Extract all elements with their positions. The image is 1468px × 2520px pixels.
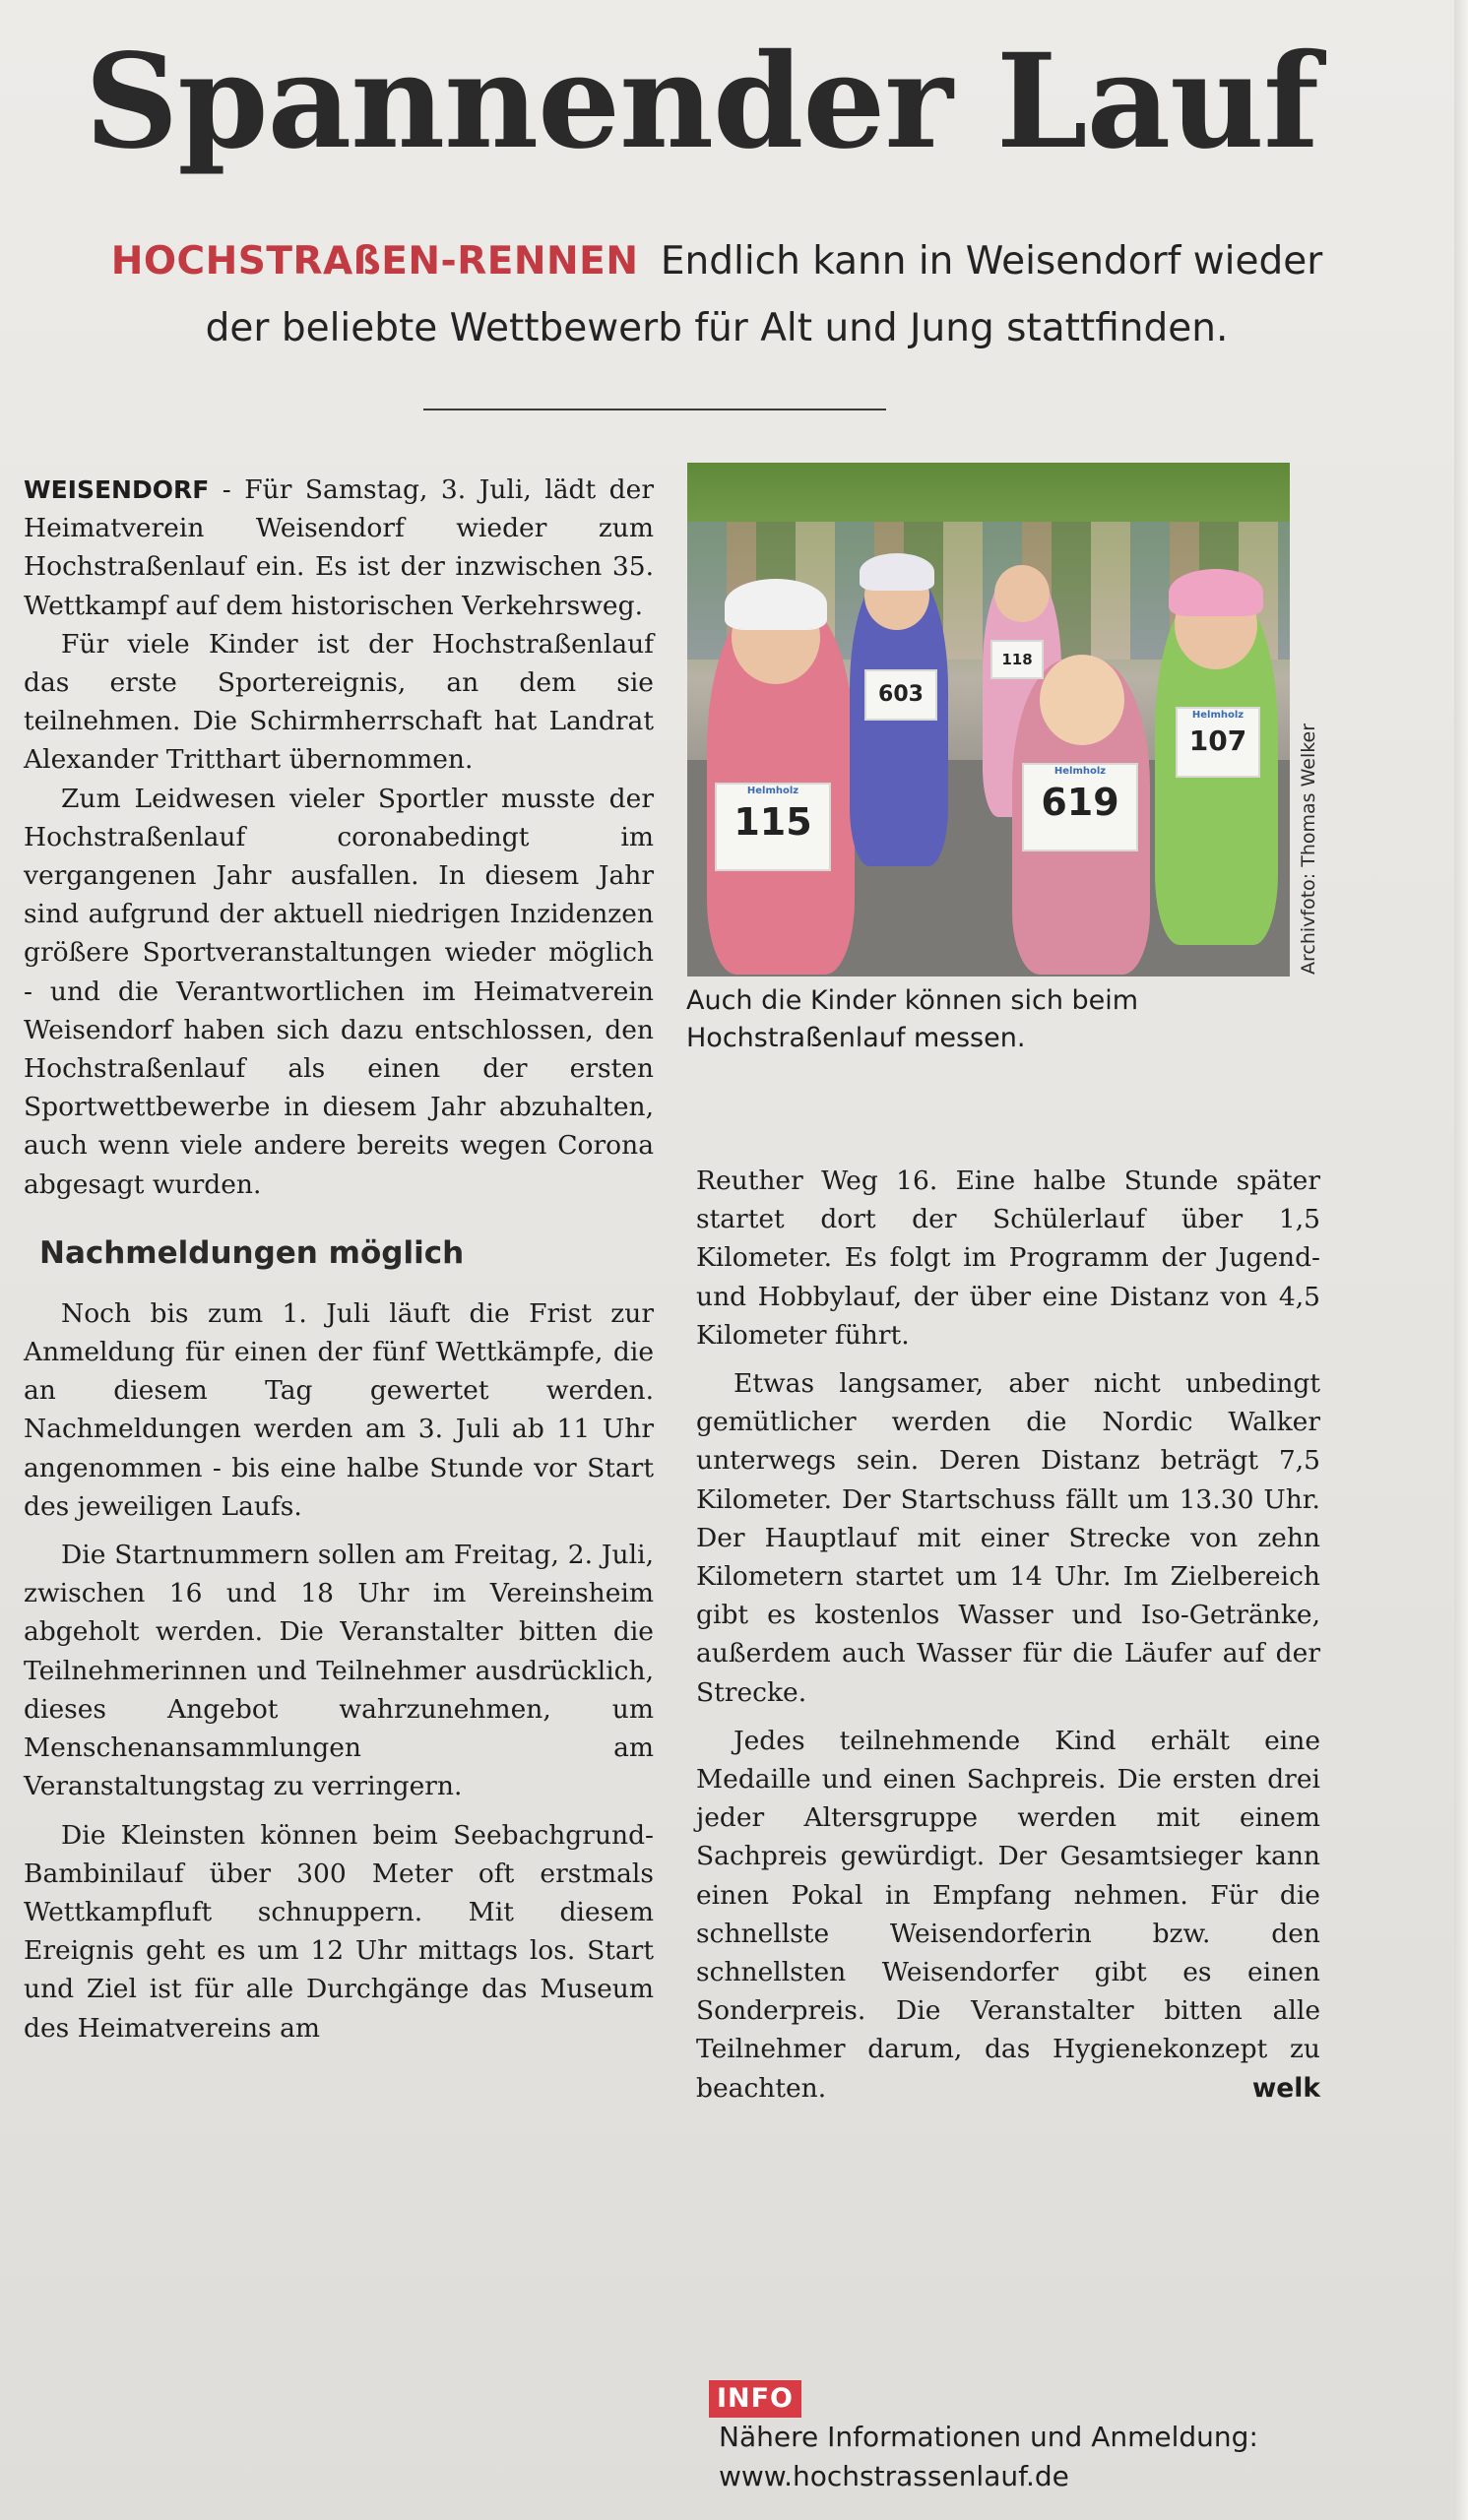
photo-credit: Archivfoto: Thomas Welker [1298,723,1319,975]
teaser-line-2: der beliebte Wettbewerb für Alt und Jung stattfinden. [205,306,1229,350]
article-column-right [696,1162,1320,2108]
dateline: WEISENDORF [24,475,210,504]
paragraph-text: Jedes teilnehmende Kind erhält eine Medaille und einen Sachpreis. Die ersten drei jeder Altersgruppe werden mit einem Sachpreis gewürdigt. Der Gesamtsieger kann einen Pokal in Empfang nehmen. Für die schnellste Weisendorferin bzw. den schnellsten Weisendorfer gibt es einen Sonderpreis. Die Veranstalter bitten alle Teilnehmer darum, das Hygienekonzept zu beachten. [696,1725,1320,2104]
bib-value: 115 [734,800,812,844]
paragraph [696,1722,1320,2108]
bib-value: 619 [1041,781,1119,824]
bib-value: 118 [1001,651,1033,668]
paragraph: Die Startnummern sollen am Freitag, 2. Juli, zwischen 16 und 18 Uhr im Vereinsheim abgeholt werden. Die Veranstalter bitten die Teilnehmerinnen und Teilnehmer ausdrücklich, dieses Angebot wahrzunehmen, um Menschenansammlungen am Veranstaltungstag zu verringern. [24,1540,654,1802]
paragraph: Die Kleinsten können beim Seebachgrund-Bambinilauf über 300 Meter oft erstmals Wettkampfluft schnuppern. Mit diesem Ereignis geht es um 12 Uhr mittags los. Start und Ziel ist für alle Durchgänge das Museum des Heimatvereins am [24,1819,654,2044]
info-line: Nähere Informationen und Anmeldung: [719,2421,1258,2453]
kicker-label: HOCHSTRAßEN-RENNEN [110,239,639,284]
article-photo [687,463,1290,976]
info-website-link[interactable]: www.hochstrassenlauf.de [719,2460,1069,2492]
paragraph-text: - Für Samstag, 3. Juli, lädt der Heimatverein Weisendorf wieder zum Hochstraßenlauf ein. Es ist der inzwischen 35. Wettkampf auf dem historischen Verkehrsweg. [24,474,654,621]
bib-number: Helmholz 619 [1022,763,1138,851]
photo-caption: Auch die Kinder können sich beim Hochstraßenlauf messen. [686,985,1139,1053]
paragraph: Zum Leidwesen vieler Sportler musste der Hochstraßenlauf coronabedingt im vergangenen Jahr ausfallen. In diesem Jahr sind aufgrund der aktuell niedrigen Inzidenzen größere Sportveranstaltungen wieder möglich - und die Verantwortlichen im Heimatverein Weisendorf haben sich dazu entschlossen, den Hochstraßenlauf als einen der ersten Sportwettbewerbe in diesem Jahr abzuhalten, auch wenn viele andere bereits wegen Corona abgesagt wurden. [24,783,654,1200]
info-badge: INFO [709,2380,801,2418]
bib-value: 603 [878,682,924,707]
bib-number [990,640,1044,679]
section-heading: Nachmeldungen möglich [39,1234,465,1271]
bib-number [864,669,937,721]
subheadline [47,228,1386,362]
teaser-line-1: Endlich kann in Weisendorf wieder [660,239,1323,284]
bib-value: 107 [1188,724,1247,757]
headline: Spannender Lauf [85,26,1318,178]
bib-number: Helmholz 115 [715,783,831,871]
bib-number: Helmholz 107 [1176,707,1260,778]
info-text [719,2418,1349,2496]
article-column-left [24,471,654,2048]
paragraph: Noch bis zum 1. Juli läuft die Frist zur Anmeldung für einen der fünf Wettkämpfe, die an diesem Tag gewertet werden. Nachmeldungen werden am 3. Juli ab 11 Uhr angenommen - bis eine halbe Stunde vor Start des jeweiligen Laufs. [24,1297,654,1522]
page-edge [1454,0,1468,2520]
paragraph [24,471,654,625]
author-signature: welk [1251,2072,1320,2104]
paragraph: Etwas langsamer, aber nicht unbedingt gemütlicher werden die Nordic Walker unterwegs sein. Deren Distanz beträgt 7,5 Kilometer. Der Startschuss fällt um 13.30 Uhr. Der Hauptlauf mit einer Strecke von zehn Kilometern startet um 14 Uhr. Im Zielbereich gibt es kostenlos Wasser und Iso-Getränke, außerdem auch Wasser für die Läufer auf der Strecke. [696,1368,1320,1708]
paragraph: Für viele Kinder ist der Hochstraßenlauf das erste Sportereignis, an dem sie teilnehmen. Die Schirmherrschaft hat Landrat Alexander Tritthart übernommen. [24,628,654,776]
paragraph: Reuther Weg 16. Eine halbe Stunde später startet dort der Schülerlauf über 1,5 Kilometer. Es folgt im Programm der Jugend- und Hobbylauf, der über eine Distanz von 4,5 Kilometer führt. [696,1166,1320,1351]
divider-rule [423,409,886,410]
